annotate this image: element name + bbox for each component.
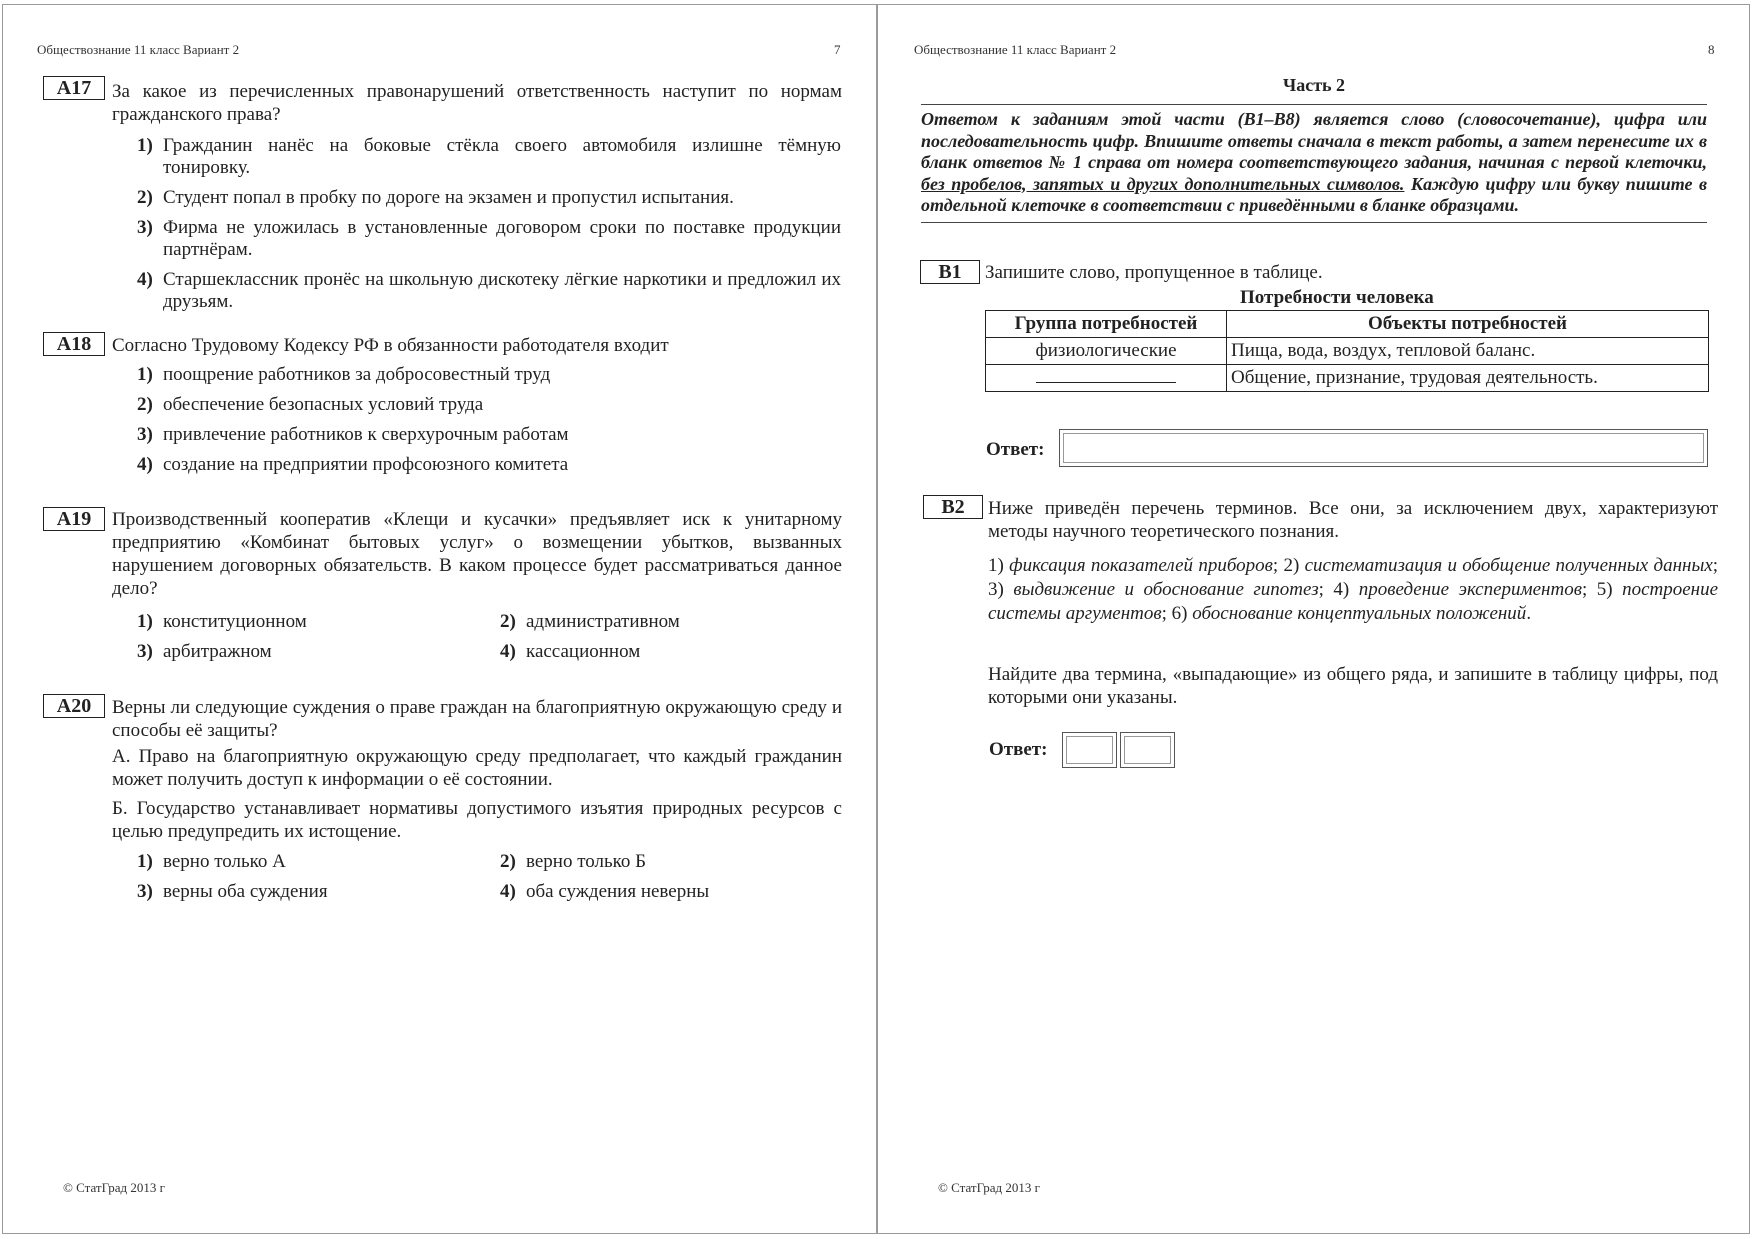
statement-b: Б. Государство устанавливает нормативы допустимого изъятия природных ресурсов с целью предупредить их истощение.	[112, 798, 842, 842]
question-a20: Верны ли следующие суждения о праве граждан на благоприятную окружающую среду и способы её защиты?	[112, 697, 842, 741]
table-cell: Пища, вода, воздух, тепловой баланс.	[1227, 338, 1709, 365]
left-page	[2, 4, 877, 1234]
option-a19-2: 2) административном	[500, 611, 680, 632]
running-head: Обществознание 11 класс Вариант 2	[914, 42, 1117, 57]
option-a20-4: 4) оба суждения неверны	[500, 881, 710, 902]
footer: © СтатГрад 2013 г	[63, 1180, 165, 1195]
page-number: 7	[834, 42, 841, 57]
option-a18-3: 3) привлечение работников к сверхурочным работам	[137, 424, 569, 445]
statement-a: А. Право на благоприятную окружающую среду предполагает, что каждый гражданин может получить доступ к информации о её состоянии.	[112, 746, 842, 790]
question-a17: За какое из перечисленных правонарушений ответственность наступит по нормам гражданского права?	[112, 81, 842, 125]
question-b1: Запишите слово, пропущенное в таблице.	[985, 262, 1323, 283]
question-b2: Ниже приведён перечень терминов. Все они, за исключением двух, характеризуют методы научного теоретического познания.	[988, 498, 1718, 542]
option-a17-1: 1) Гражданин нанёс на боковые стёкла своего автомобиля излишне тёмную тонировку.	[137, 135, 841, 178]
task-tag-a19: А19	[43, 507, 105, 531]
option-a17-3: 3) Фирма не уложилась в установленные договором сроки по поставке продукции партнёрам.	[137, 217, 841, 260]
answer-cell-1[interactable]	[1062, 732, 1117, 768]
task-tag-b1: В1	[920, 260, 980, 284]
table-cell: физиологические	[986, 338, 1227, 365]
task-b2: Найдите два термина, «выпадающие» из общего ряда, и запишите в таблицу цифры, под которыми они указаны.	[988, 664, 1718, 708]
task-tag-b2: В2	[923, 495, 983, 519]
right-page	[877, 4, 1750, 1234]
task-tag-a20: А20	[43, 694, 105, 718]
part-title: Часть 2	[1283, 75, 1346, 95]
option-a20-1: 1) верно только А	[137, 851, 286, 872]
footer: © СтатГрад 2013 г	[938, 1180, 1040, 1195]
question-a18: Согласно Трудовому Кодексу РФ в обязанности работодателя входит	[112, 335, 669, 356]
option-a17-2: 2) Студент попал в пробку по дороге на экзамен и пропустил испытания.	[137, 187, 734, 208]
option-a18-2: 2) обеспечение безопасных условий труда	[137, 394, 484, 415]
page-number: 8	[1708, 42, 1715, 57]
option-a18-1: 1) поощрение работников за добросовестный труд	[137, 364, 551, 385]
table-row	[986, 338, 1709, 365]
table-cell: Общение, признание, трудовая деятельность.	[1227, 365, 1709, 392]
task-tag-a18: А18	[43, 332, 105, 356]
option-a19-1: 1) конституционном	[137, 611, 307, 632]
answer-cell-2[interactable]	[1120, 732, 1175, 768]
option-a18-4: 4) создание на предприятии профсоюзного комитета	[137, 454, 569, 475]
part-instructions: Ответом к заданиям этой части (В1–В8) является слово (словосочетание), цифра или последовательность цифр. Впишите ответы сначала в текст работы, а затем перенесите их в бланк ответов № 1 справа от номера соответствующего задания, начиная с первой клеточки, без пробелов, запятых и других дополнительных символов. Каждую цифру или букву пишите в отдельной клеточке в соответствии с приведёнными в бланке образцами.	[921, 104, 1707, 223]
terms-list: 1) фиксация показателей приборов; 2) систематизация и обобщение полученных данных; 3) выдвижение и обоснование гипотез; 4) проведение экспериментов; 5) построение системы аргументов; 6) обоснование концептуальных положений.	[988, 555, 1719, 624]
running-head: Обществознание 11 класс Вариант 2	[37, 42, 240, 57]
task-tag-a17: А17	[43, 76, 105, 100]
option-a17-4: 4) Старшеклассник пронёс на школьную дискотеку лёгкие наркотики и предложил их друзьям.	[137, 269, 841, 312]
option-a20-3: 3) верны оба суждения	[137, 881, 328, 902]
answer-label-b2: Ответ:	[989, 739, 1048, 760]
table-header: Группа потребностей	[986, 311, 1227, 338]
needs-table	[985, 310, 1709, 392]
option-a19-3: 3) арбитражном	[137, 641, 272, 662]
answer-field-b1[interactable]	[1059, 429, 1708, 467]
question-a19: Производственный кооператив «Клещи и кусачки» предъявляет иск к унитарному предприятию «Комбинат бытовых услуг» о возмещении убытков, вызванных нарушением договорных обязательств. В каком процессе будет рассматриваться данное дело?	[112, 509, 842, 599]
table-title: Потребности человека	[1240, 287, 1434, 308]
option-a19-4: 4) кассационном	[500, 641, 641, 662]
table-header: Объекты потребностей	[1227, 311, 1709, 338]
table-row	[986, 365, 1709, 392]
answer-label-b1: Ответ:	[986, 439, 1045, 460]
missing-word-blank	[986, 365, 1227, 392]
option-a20-2: 2) верно только Б	[500, 851, 647, 872]
